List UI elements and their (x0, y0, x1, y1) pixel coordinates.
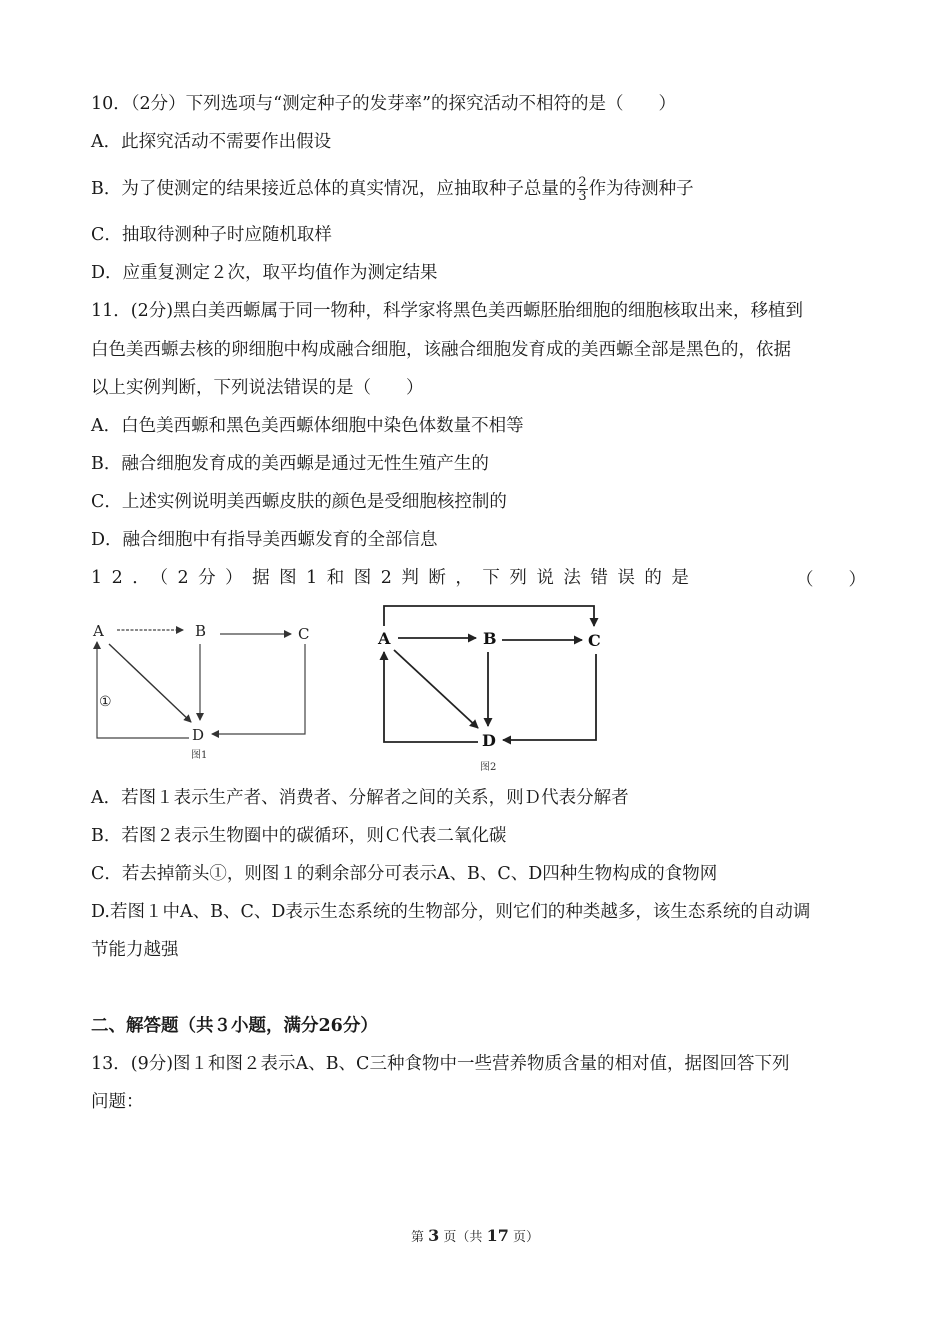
q13-stem-line1: 13．(9分)图１和图２表示A、B、C三种食物中一些营养物质含量的相对值，据图回答下列 (91, 1054, 790, 1074)
q12-option-a: A．若图１表示生产者、消费者、分解者之间的关系，则Ｄ代表分解者 (91, 788, 629, 808)
figure-1-diagram (85, 612, 325, 762)
q10-stem: 10．（2分）下列选项与“测定种子的发芽率”的探究活动不相符的是（ ） (91, 94, 677, 114)
q12-option-d-line1: D.若图１中A、B、C、D表示生态系统的生物部分，则它们的种类越多，该生态系统的自动调 (91, 902, 811, 922)
q10-option-d: D．应重复测定２次，取平均值作为测定结果 (91, 263, 438, 283)
q12-option-b: B．若图２表示生物圈中的碳循环，则Ｃ代表二氧化碳 (91, 826, 507, 846)
footer-mid: 页（共 (443, 1230, 483, 1245)
q10-option-a: A．此探究活动不需要作出假设 (91, 132, 332, 152)
q11-stem-line2: 白色美西螈去核的卵细胞中构成融合细胞，该融合细胞发育成的美西螈全部是黑色的，依据 (91, 340, 791, 360)
fig1-arrow-a-d (109, 644, 191, 722)
q12-option-c: C．若去掉箭头①，则图１的剩余部分可表示A、B、C、D四种生物构成的食物网 (91, 864, 718, 884)
fraction-numerator: 2 (578, 175, 587, 190)
fig1-node-a: A (93, 622, 104, 640)
q11-option-b: B．融合细胞发育成的美西螈是通过无性生殖产生的 (91, 454, 489, 474)
fig1-arrow-c-d (212, 644, 305, 734)
page-footer (0, 1226, 950, 1245)
fig1-node-b: B (195, 622, 207, 640)
fig2-node-c: C (588, 631, 601, 650)
fig1-caption: 图1 (191, 750, 208, 761)
fig1-node-c: C (298, 625, 310, 643)
fig2-arrow-a-d (394, 650, 478, 728)
fig2-node-b: B (483, 629, 497, 648)
q12-stem: 12．（2分）据图1和图2判断，下列说法错误的是 (91, 568, 699, 588)
q11-stem-line1: 11．(2分)黑白美西螈属于同一物种，科学家将黑色美西螈胚胎细胞的细胞核取出来，移植到 (91, 301, 804, 321)
q11-option-d: D．融合细胞中有指导美西螈发育的全部信息 (91, 530, 438, 550)
q13-stem-line2: 问题： (91, 1092, 144, 1112)
q10-option-b-post: 作为待测种子 (588, 179, 694, 199)
fig2-arrow-top-a-c (384, 606, 594, 626)
q10-option-b-pre: B．为了使测定的结果接近总体的真实情况，应抽取种子总量的 (91, 179, 577, 199)
q12-option-d-line2: 节能力越强 (91, 940, 179, 960)
fig1-arrow-d-a (97, 642, 189, 738)
footer-post: 页） (512, 1230, 539, 1245)
q12-answer-paren: （ ） (796, 570, 866, 590)
figure-2-diagram (370, 598, 620, 776)
fig2-arrow-d-a (384, 652, 478, 742)
footer-page-number: 3 (428, 1226, 440, 1245)
q11-stem-line3: 以上实例判断，下列说法错误的是（ ） (91, 378, 424, 398)
footer-total-pages: 17 (486, 1226, 509, 1245)
footer-pre: 第 (410, 1230, 424, 1245)
fig2-arrow-c-d (503, 654, 596, 740)
fig1-arrow-mark: ① (99, 694, 112, 710)
q11-option-a: A．白色美西螈和黑色美西螈体细胞中染色体数量不相等 (91, 416, 524, 436)
fig2-caption: 图2 (480, 762, 497, 773)
fig2-node-d: D (482, 731, 496, 750)
q11-option-c: C．上述实例说明美西螈皮肤的颜色是受细胞核控制的 (91, 492, 507, 512)
fraction-denominator: 3 (578, 189, 587, 204)
q10-option-c: C．抽取待测种子时应随机取样 (91, 225, 332, 245)
section-title: 二、解答题（共３小题，满分26分） (91, 1016, 378, 1036)
q10-option-b (91, 176, 694, 203)
fraction (577, 176, 587, 203)
fig1-node-d: D (192, 726, 205, 744)
fig2-node-a: A (378, 629, 391, 648)
